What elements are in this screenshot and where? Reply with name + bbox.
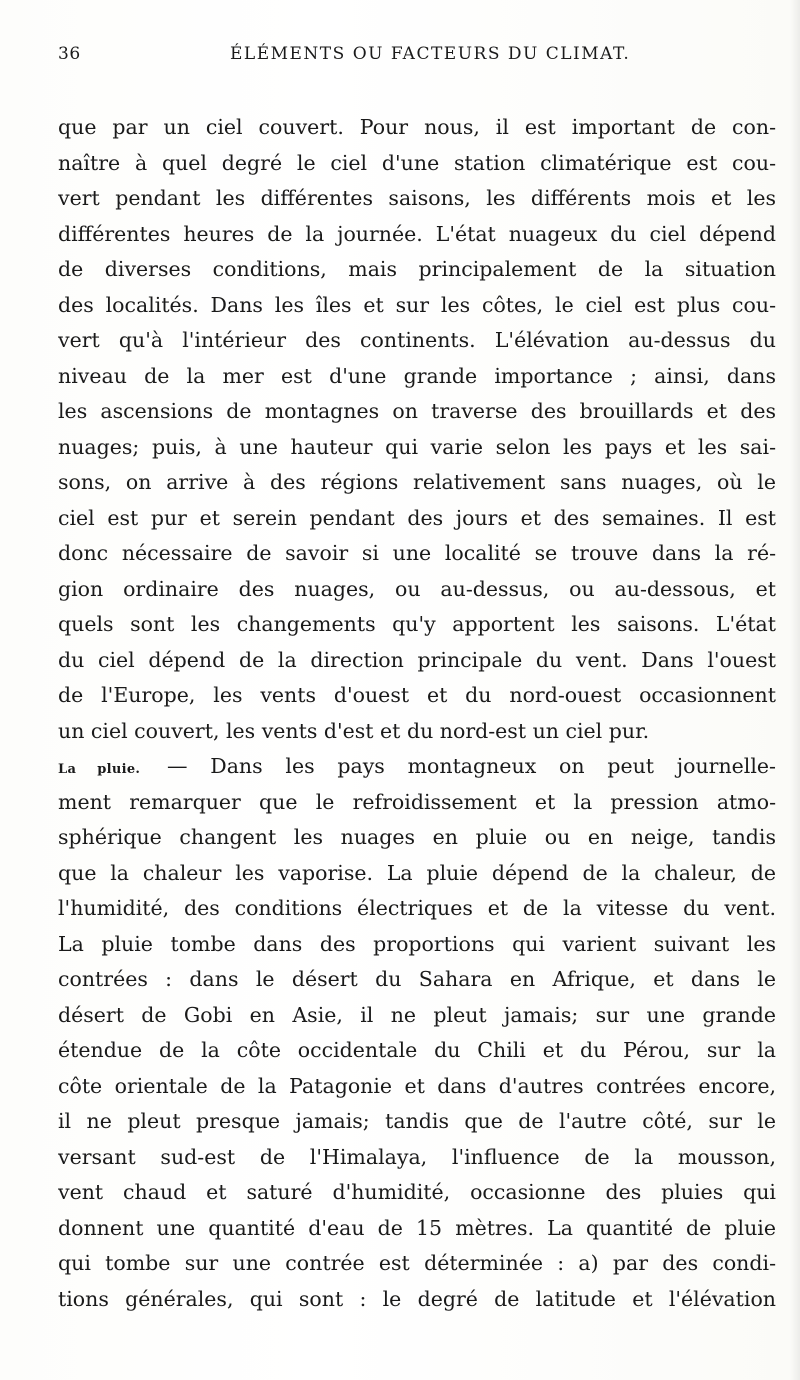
body-text [58, 110, 776, 1317]
text-line: différentes heures de la journée. L'état nuageux du ciel dépend [58, 221, 776, 246]
section-first-line-text: — Dans les pays montagneux on peut journelle- [167, 754, 776, 778]
running-title: ÉLÉMENTS OU FACTEURS DU CLIMAT. [230, 44, 631, 64]
text-line: ciel est pur et serein pendant des jours et des semaines. Il est [58, 505, 776, 530]
text-line: que la chaleur les vaporise. La pluie dépend de la chaleur, de [58, 860, 776, 885]
text-line: les ascensions de montagnes on traverse des brouillards et des [58, 399, 776, 423]
text-line: désert de Gobi en Asie, il ne pleut jamais; sur une grande [58, 1002, 776, 1027]
text-line: vert qu'à l'intérieur des continents. L'élévation au-dessus du [58, 328, 776, 352]
text-line: étendue de la côte occidentale du Chili et du Pérou, sur la [58, 1038, 776, 1062]
text-line: contrées : dans le désert du Sahara en Afrique, et dans le [58, 967, 776, 991]
text-line: vert pendant les différentes saisons, les différents mois et les [58, 186, 776, 210]
text-line: de diverses conditions, mais principalement de la situation [58, 257, 776, 281]
text-line: un ciel couvert, les vents d'est et du nord-est un ciel pur. [58, 718, 650, 743]
text-line: ment remarquer que le refroidissement et la pression atmo- [58, 789, 776, 814]
text-line: naître à quel degré le ciel d'une station climatérique est cou- [58, 150, 776, 175]
text-line: que par un ciel couvert. Pour nous, il est important de con- [58, 115, 776, 139]
text-line: de l'Europe, les vents d'ouest et du nord-ouest occasionnent [58, 683, 776, 707]
page-header [0, 44, 800, 74]
text-line: l'humidité, des conditions électriques et de la vitesse du vent. [58, 896, 776, 920]
text-line: tions générales, qui sont : le degré de latitude et l'élévation [58, 1286, 776, 1311]
page-edge-shadow [790, 0, 800, 1380]
text-line: versant sud-est de l'Himalaya, l'influence de la mousson, [58, 1144, 776, 1169]
text-line: quels sont les changements qu'y apportent les saisons. L'état [58, 612, 776, 636]
text-line: donnent une quantité d'eau de 15 mètres. La quantité de pluie [58, 1215, 776, 1240]
text-line: côte orientale de la Patagonie et dans d'autres contrées encore, [58, 1073, 776, 1098]
text-line: niveau de la mer est d'une grande importance ; ainsi, dans [58, 363, 776, 388]
text-line: qui tombe sur une contrée est déterminée : a) par des condi- [58, 1251, 776, 1275]
section-first-line [58, 749, 776, 785]
text-line: sphérique changent les nuages en pluie ou en neige, tandis [58, 825, 776, 849]
text-line: La pluie tombe dans des proportions qui varient suivant les [58, 931, 776, 956]
text-line: vent chaud et saturé d'humidité, occasionne des pluies qui [58, 1180, 776, 1204]
text-line: sons, on arrive à des régions relativement sans nuages, où le [58, 470, 776, 494]
section-heading: La pluie. [58, 762, 141, 777]
text-line: des localités. Dans les îles et sur les côtes, le ciel est plus cou- [58, 292, 776, 317]
text-line: il ne pleut presque jamais; tandis que de l'autre côté, sur le [58, 1109, 776, 1133]
text-line: nuages; puis, à une hauteur qui varie selon les pays et les sai- [58, 434, 776, 459]
page-number: 36 [58, 44, 81, 64]
text-line: donc nécessaire de savoir si une localité se trouve dans la ré- [58, 541, 776, 565]
text-line: du ciel dépend de la direction principale du vent. Dans l'ouest [58, 647, 776, 672]
text-line: gion ordinaire des nuages, ou au-dessus, ou au-dessous, et [58, 576, 776, 601]
